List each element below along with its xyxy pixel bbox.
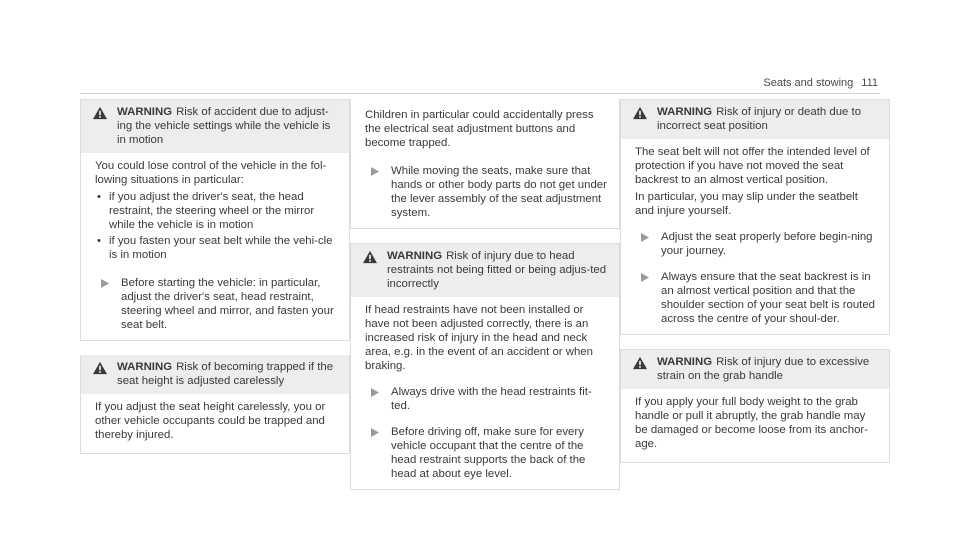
action-text: While moving the seats, make sure that hands or other body parts do not get under the lever assembly of the seat adjustment system. [391,165,607,219]
column-1 [80,99,350,454]
warning-triangle-icon [631,106,649,120]
warning-label: WARNING [657,106,713,118]
warning-triangle-icon [631,356,649,370]
bullet-list [95,190,339,262]
warning-body [81,153,349,340]
warning-body [351,99,619,228]
column-3 [620,99,890,463]
warning-box-grab-handle [620,349,890,463]
action-text: Adjust the seat properly before begin-ning your journey. [661,231,873,257]
warning-box-head-restraint [350,243,620,490]
warning-triangle-icon [361,250,379,264]
warning-label: WARNING [387,250,443,262]
warning-label: WARNING [117,106,173,118]
action-text: Before starting the vehicle: in particular, adjust the driver's seat, head restraint, steering wheel and mirror, and fasten your seat belt. [121,277,334,331]
action-step [95,276,339,332]
section-title: Seats and stowing [763,77,854,89]
action-step [365,164,609,220]
running-head [763,76,878,90]
page-number: 111 [861,77,878,89]
warning-text: If you adjust the seat height carelessly, you or other vehicle occupants could be trapped and thereby injured. [95,401,326,441]
warning-triangle-icon [91,106,109,120]
warning-text: In particular, you may slip under the seatbelt and injure yourself. [635,191,858,217]
warning-body [621,389,889,462]
warning-title: Risk of becoming trapped if the seat height is adjusted carelessly [117,361,334,387]
warning-body [351,297,619,489]
action-text: Always ensure that the seat backrest is in an almost vertical position and that the shoulder section of your seat belt is routed across the centre of your shoul-der. [661,271,876,325]
action-step [635,270,879,326]
warning-header [81,355,349,394]
warning-header [351,244,619,297]
header-rule [80,93,880,94]
warning-body [621,139,889,334]
warning-box-trapped [80,355,350,454]
warning-body [81,394,349,453]
warning-title: Risk of injury or death due to incorrect seat position [657,106,862,132]
warning-header [81,100,349,153]
warning-header [621,350,889,389]
warning-triangle-icon [91,361,109,375]
warning-title: Risk of injury due to head restraints not being fitted or being adjus-ted incorrectly [387,250,607,290]
warning-text: If you apply your full body weight to the grab handle or pull it abruptly, the grab handle may be damaged or become loose from its anchor-age. [635,396,868,450]
arrow-right-icon [101,279,109,288]
warning-text: You could lose control of the vehicle in the fol-lowing situations in particular: [95,160,327,186]
warning-text: Children in particular could accidentally press the electrical seat adjustment buttons and become trapped. [365,109,594,149]
warning-label: WARNING [117,361,173,373]
arrow-right-icon [641,233,649,242]
action-text: Before driving off, make sure for every vehicle occupant that the centre of the head restraint supports the back of the head at about eye level. [391,426,586,480]
arrow-right-icon [371,428,379,437]
list-item: • if you fasten your seat belt while the vehi-cle is in motion [95,234,339,262]
warning-box-accident [80,99,350,341]
warning-text: The seat belt will not offer the intended level of protection if you have not moved the seat backrest to an almost vertical position. [635,146,870,186]
arrow-right-icon [641,273,649,282]
warning-label: WARNING [657,356,713,368]
warning-box-seat-position [620,99,890,335]
action-text: Always drive with the head restraints fit-ted. [391,386,592,412]
action-step [365,385,609,413]
arrow-right-icon [371,388,379,397]
column-2 [350,99,620,490]
warning-text: If head restraints have not been installed or have not been adjusted correctly, there is an increased risk of injury in the head and neck area, e.g. in the event of an accident or when braking. [365,304,593,372]
warning-box-continuation [350,99,620,229]
action-step [365,425,609,481]
action-step [635,230,879,258]
warning-header [621,100,889,139]
warning-title: Risk of accident due to adjust-ing the vehicle settings while the vehicle is in motion [117,106,331,146]
list-item: • if you adjust the driver's seat, the head restraint, the steering wheel or the mirror while the vehicle is in motion [95,190,339,232]
warning-title: Risk of injury due to excessive strain on the grab handle [657,356,870,382]
arrow-right-icon [371,167,379,176]
